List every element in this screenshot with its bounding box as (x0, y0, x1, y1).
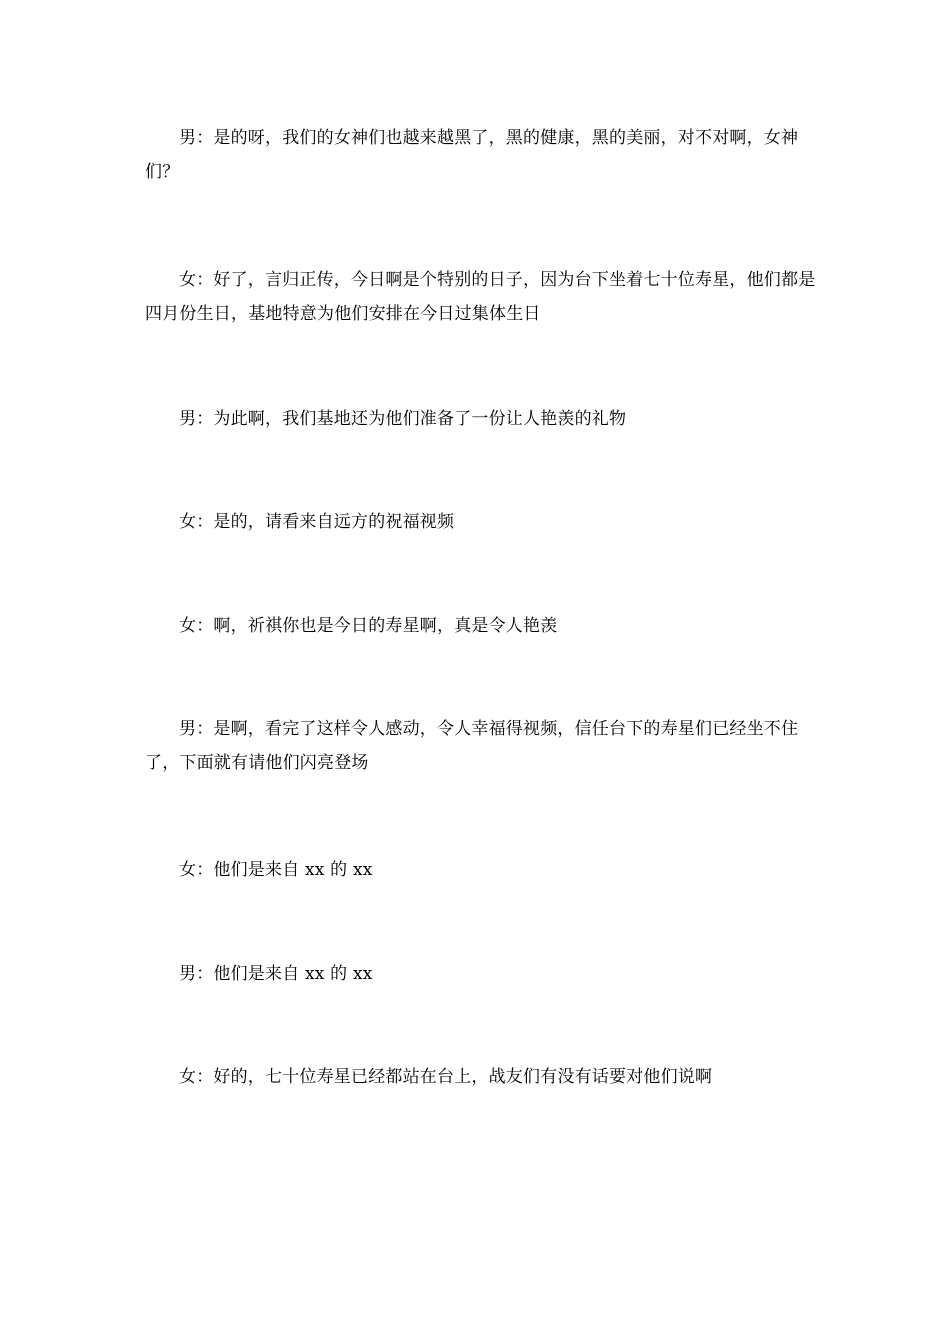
dialogue-paragraph: 女：啊，祈祺你也是今日的寿星啊，真是令人艳羡 (179, 616, 558, 636)
dialogue-paragraph: 男：为此啊，我们基地还为他们准备了一份让人艳羡的礼物 (179, 409, 627, 429)
dialogue-paragraph: 女：是的，请看来自远方的祝福视频 (179, 512, 455, 532)
dialogue-paragraph: 男：是的呀，我们的女神们也越来越黑了，黑的健康，黑的美丽，对不对啊，女神们？ (145, 128, 799, 182)
dialogue-paragraph: 女：好的，七十位寿星已经都站在台上，战友们有没有话要对他们说啊 (179, 1067, 713, 1087)
dialogue-paragraph: 女：他们是来自 xx 的 xx (179, 860, 373, 880)
dialogue-paragraph: 男：是啊，看完了这样令人感动，令人幸福得视频，信任台下的寿星们已经坐不住了，下面就有请他们闪亮登场 (145, 719, 799, 773)
dialogue-paragraph: 男：他们是来自 xx 的 xx (179, 964, 373, 984)
dialogue-paragraph: 女：好了，言归正传，今日啊是个特别的日子，因为台下坐着七十位寿星，他们都是四月份生日，基地特意为他们安排在今日过集体生日 (145, 270, 816, 324)
